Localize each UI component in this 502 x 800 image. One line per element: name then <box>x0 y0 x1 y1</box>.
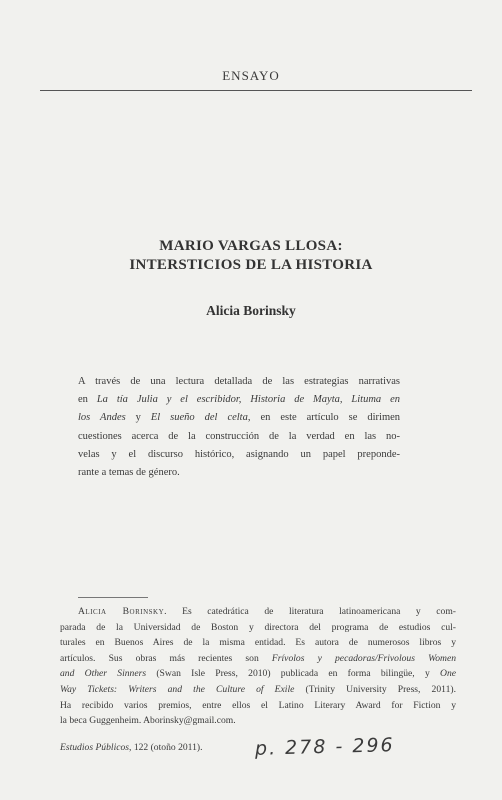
abstract-line <box>78 373 400 391</box>
abstract <box>78 373 400 482</box>
handwritten-page-range: p. 278 - 296 <box>254 734 395 760</box>
text-run: rante a temas de género. <box>78 467 180 479</box>
text-run: en <box>78 394 97 406</box>
author-bio-footnote <box>60 604 456 729</box>
text-run: . Es catedrática de literatura latinoamericana y com- <box>164 606 456 617</box>
abstract-line <box>78 391 400 409</box>
abstract-line <box>78 464 400 482</box>
section-label: ENSAYO <box>222 68 280 83</box>
italic-text: and Other Sinners <box>60 668 147 680</box>
footnote-line <box>60 666 456 682</box>
italic-text: La tía Julia y el escribidor, Historia de Mayta, Lituma en <box>96 394 400 406</box>
abstract-line <box>78 446 400 464</box>
text-run: , en este artículo se dirimen <box>247 412 401 424</box>
text-run: cuestiones acerca de la construcción de la verdad en las no- <box>78 430 400 442</box>
text-run: y <box>125 412 151 424</box>
italic-text: Way Tickets: Writers and the Culture of Exile <box>60 683 295 695</box>
journal-citation <box>60 742 203 753</box>
footnote-line <box>60 713 456 729</box>
footnote-line <box>60 635 456 651</box>
text-run: la beca Guggenheim. Aborinsky@gmail.com. <box>60 715 236 727</box>
footnote-line <box>60 682 456 698</box>
footnote-line <box>60 651 456 667</box>
footnote-line <box>60 620 456 636</box>
abstract-line <box>78 428 400 446</box>
article-author: Alicia Borinsky <box>206 303 296 318</box>
text-run: (Trinity University Press, 2011). <box>294 683 456 695</box>
author-name-smallcaps: Alicia Borinsky <box>78 606 165 617</box>
italic-text: los Andes <box>78 412 126 424</box>
journal-issue: , 122 (otoño 2011). <box>129 742 203 753</box>
text-run: Ha recibido varios premios, entre ellos el Latino Literary Award for Fiction y <box>60 699 456 711</box>
footnote-line <box>60 698 456 714</box>
text-run: turales en Buenos Aires de la misma entidad. Es autora de numerosos libros y <box>60 637 456 649</box>
article-title-line-1: MARIO VARGAS LLOSA: <box>159 238 343 254</box>
italic-text: Frívolos y pecadoras/Frivolous Women <box>271 652 457 664</box>
italic-text: El sueño del celta <box>150 412 248 424</box>
journal-name: Estudios Públicos <box>60 742 130 753</box>
text-run: A través de una lectura detallada de las estrategias narrativas <box>78 376 400 387</box>
footnote-rule <box>78 597 148 598</box>
text-run: velas y el discurso histórico, asignando un papel preponde- <box>78 448 400 460</box>
footnote-line <box>60 604 456 620</box>
text-run: (Swan Isle Press, 2010) publicada en forma bilingüe, y <box>146 668 441 680</box>
article-title-line-2: INTERSTICIOS DE LA HISTORIA <box>129 257 373 273</box>
abstract-line <box>78 409 400 427</box>
text-run: artículos. Sus obras más recientes son <box>60 652 272 664</box>
article-title <box>0 237 502 275</box>
italic-text: One <box>440 668 457 680</box>
header-rule <box>40 90 472 91</box>
text-run: parada de la Universidad de Boston y directora del programa de estudios cul- <box>60 621 456 633</box>
